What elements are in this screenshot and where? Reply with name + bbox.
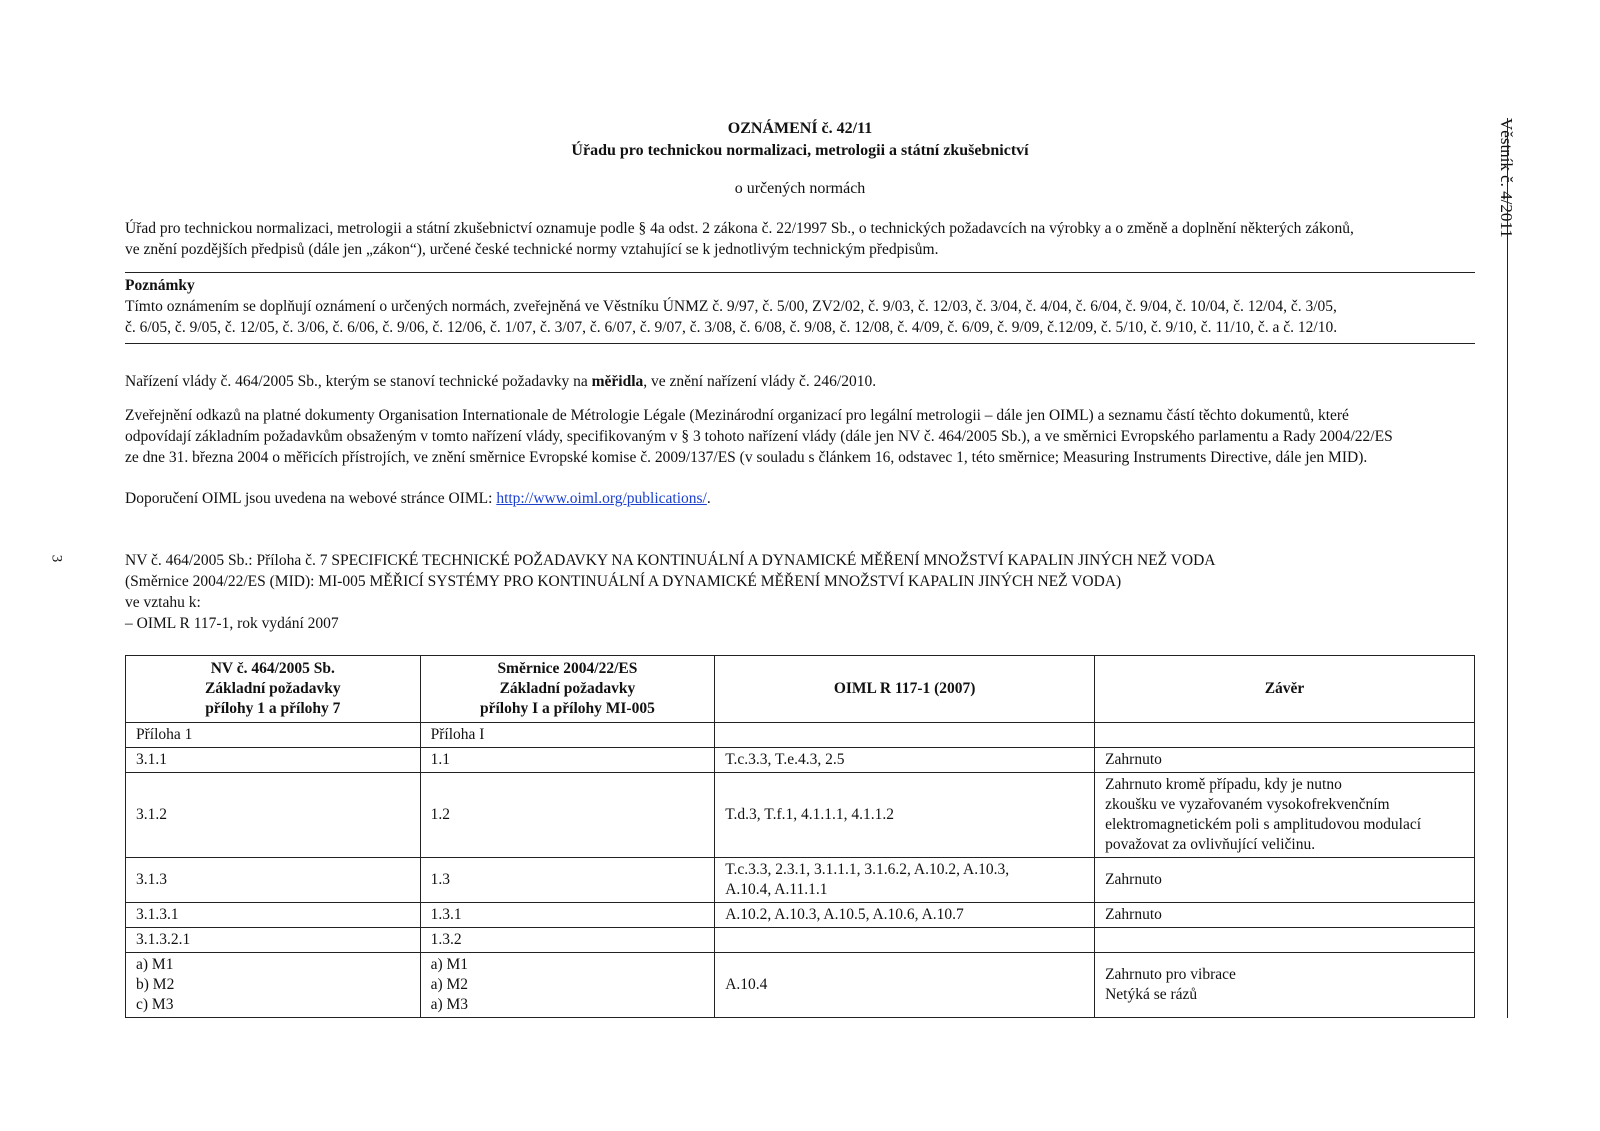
table-cell bbox=[420, 858, 715, 903]
column-header bbox=[126, 656, 421, 723]
table-cell bbox=[715, 723, 1095, 748]
cell-line: A.10.2, A.10.3, A.10.5, A.10.6, A.10.7 bbox=[725, 906, 964, 923]
annex-line: ve vztahu k: bbox=[125, 594, 201, 611]
cell-line: 3.1.3.2.1 bbox=[136, 931, 191, 948]
regulation-text: Nařízení vlády č. 464/2005 Sb., kterým se stanoví technické požadavky na bbox=[125, 373, 592, 390]
column-header-line: Základní požadavky bbox=[499, 680, 636, 697]
cell-line: b) M2 bbox=[136, 976, 175, 993]
recommendation-text: Doporučení OIML jsou uvedena na webové stránce OIML: bbox=[125, 490, 497, 507]
table-row bbox=[126, 748, 1475, 773]
table-row bbox=[126, 903, 1475, 928]
notice-subtitle: o určených normách bbox=[734, 180, 866, 197]
column-header-line: přílohy I a přílohy MI-005 bbox=[480, 700, 655, 717]
table-cell bbox=[126, 928, 421, 953]
cell-line bbox=[1105, 930, 1464, 950]
divider bbox=[125, 272, 1475, 273]
cell-line: T.c.3.3, T.e.4.3, 2.5 bbox=[725, 751, 845, 768]
side-rule bbox=[1507, 118, 1508, 1018]
intro-line: ve znění pozdějších předpisů (dále jen „zákon“), určené české technické normy vztahující se k jednotlivým technickým předpisům. bbox=[125, 241, 939, 258]
cell-line: 1.3.1 bbox=[430, 906, 462, 923]
cell-line bbox=[725, 930, 1084, 950]
cell-line: 3.1.3.1 bbox=[136, 906, 179, 923]
cell-line: a) M1 bbox=[136, 956, 174, 973]
cell-line: Zahrnuto bbox=[1105, 871, 1162, 888]
table-cell bbox=[715, 773, 1095, 858]
notice-title: OZNÁMENÍ č. 42/11 bbox=[727, 120, 873, 137]
cell-line bbox=[725, 725, 1084, 745]
intro-line: Úřad pro technickou normalizaci, metrologii a státní zkušebnictví oznamuje podle § 4a odst. 2 zákona č. 22/1997 Sb., o technických požadavcích na výrobky a o změně a doplnění některých zákonů, bbox=[125, 220, 1354, 237]
cell-line: zkoušku ve vyzařovaném vysokofrekvenčním bbox=[1105, 796, 1390, 813]
table-cell bbox=[420, 723, 715, 748]
cell-line: 3.1.3 bbox=[136, 871, 167, 888]
table-cell bbox=[126, 748, 421, 773]
table-cell bbox=[715, 903, 1095, 928]
cell-line: a) M1 bbox=[430, 956, 469, 973]
cell-line: A.10.4 bbox=[725, 976, 768, 993]
oiml-publications-link[interactable]: http://www.oiml.org/publications/ bbox=[496, 490, 707, 507]
cell-line: 1.1 bbox=[430, 751, 450, 768]
cell-line: a) M2 bbox=[430, 976, 469, 993]
header-row bbox=[126, 656, 1475, 723]
regulation-subject: měřidla bbox=[591, 373, 644, 390]
cell-line: Příloha I bbox=[430, 726, 485, 743]
cell-line: Zahrnuto bbox=[1105, 751, 1162, 768]
table-row bbox=[126, 858, 1475, 903]
cell-line: A.10.4, A.11.1.1 bbox=[725, 881, 828, 898]
cell-line: a) M3 bbox=[430, 996, 469, 1013]
table-body bbox=[126, 723, 1475, 1018]
table-cell bbox=[1095, 903, 1475, 928]
divider bbox=[125, 343, 1475, 344]
table-cell bbox=[126, 723, 421, 748]
cell-line: T.d.3, T.f.1, 4.1.1.1, 4.1.1.2 bbox=[725, 806, 894, 823]
regulation-line bbox=[125, 371, 1475, 392]
cell-line: c) M3 bbox=[136, 996, 174, 1013]
column-header-line: přílohy 1 a přílohy 7 bbox=[205, 700, 341, 717]
table-row bbox=[126, 773, 1475, 858]
table-cell bbox=[126, 858, 421, 903]
cell-line: elektromagnetickém poli s amplitudovou modulací bbox=[1105, 816, 1422, 833]
column-header-line: NV č. 464/2005 Sb. bbox=[210, 660, 335, 677]
journal-text: Věstník č. 4/2011 bbox=[1497, 118, 1516, 238]
cell-line: T.c.3.3, 2.3.1, 3.1.1.1, 3.1.6.2, A.10.2, A.10.3, bbox=[725, 861, 1010, 878]
oiml-line: odpovídají základním požadavkům obsaženým v tomto nařízení vlády, specifikovaným v § 3 tohoto nařízení vlády (dále jen NV č. 464/2005 Sb.), a ve směrnici Evropského parlamentu a Rady 2004/22/ES bbox=[125, 428, 1393, 445]
table-cell bbox=[420, 903, 715, 928]
oiml-paragraph bbox=[125, 405, 1475, 468]
table-cell bbox=[1095, 928, 1475, 953]
cell-line: 3.1.1 bbox=[136, 751, 167, 768]
page-number: 3 bbox=[48, 554, 65, 563]
table-cell bbox=[420, 773, 715, 858]
table-cell bbox=[715, 858, 1095, 903]
recommendation-line bbox=[125, 488, 1475, 509]
annex-line: (Směrnice 2004/22/ES (MID): MI-005 MĚŘICÍ SYSTÉMY PRO KONTINUÁLNÍ A DYNAMICKÉ MĚŘENÍ MNOŽSTVÍ KAPALIN JINÝCH NEŽ VODA) bbox=[125, 573, 1122, 590]
table-row bbox=[126, 723, 1475, 748]
table-cell bbox=[715, 748, 1095, 773]
table-cell bbox=[126, 903, 421, 928]
notice-issuer: Úřadu pro technickou normalizaci, metrologii a státní zkušebnictví bbox=[571, 142, 1029, 159]
cell-line: Zahrnuto kromě případu, kdy je nutno bbox=[1105, 776, 1342, 793]
cell-line: Příloha 1 bbox=[136, 726, 193, 743]
table-cell bbox=[126, 953, 421, 1018]
cell-line: Netýká se rázů bbox=[1105, 986, 1198, 1003]
recommendation-end: . bbox=[706, 490, 711, 507]
annex-line: – OIML R 117-1, rok vydání 2007 bbox=[125, 615, 339, 632]
table-row bbox=[126, 953, 1475, 1018]
column-header bbox=[1095, 656, 1475, 723]
table-cell bbox=[715, 953, 1095, 1018]
cell-line: 1.2 bbox=[430, 806, 450, 823]
cell-line: považovat za ovlivňující veličinu. bbox=[1105, 836, 1316, 853]
notes-heading: Poznámky bbox=[125, 277, 195, 294]
table-cell bbox=[420, 748, 715, 773]
column-header-line: Závěr bbox=[1264, 680, 1305, 697]
notes-line: č. 6/05, č. 9/05, č. 12/05, č. 3/06, č. 6/06, č. 9/06, č. 12/06, č. 1/07, č. 3/07, č. 6/07, č. 9/07, č. 3/08, č. 6/08, č. 9/08, č. 12/08, č. 4/09, č. 6/09, č. 9/09, č.12/09, č. 5/10, č. 9/10, č. 11/10, č. a č. 12/10. bbox=[125, 319, 1338, 336]
intro-paragraph bbox=[125, 218, 1475, 260]
table-row bbox=[126, 928, 1475, 953]
requirements-table bbox=[125, 655, 1475, 1018]
annex-block bbox=[125, 550, 1475, 634]
cell-line: Zahrnuto bbox=[1105, 906, 1162, 923]
table-header bbox=[126, 656, 1475, 723]
table-cell bbox=[1095, 773, 1475, 858]
column-header-line: OIML R 117-1 (2007) bbox=[833, 680, 976, 697]
table-cell bbox=[1095, 748, 1475, 773]
table-cell bbox=[420, 953, 715, 1018]
table-cell bbox=[420, 928, 715, 953]
column-header bbox=[420, 656, 715, 723]
cell-line: 3.1.2 bbox=[136, 806, 167, 823]
oiml-line: Zveřejnění odkazů na platné dokumenty Organisation Internationale de Métrologie Légale (Mezinárodní organizací pro legální metrologii – dále jen OIML) a seznamu částí těchto dokumentů, které bbox=[125, 407, 1349, 424]
column-header-line: Základní požadavky bbox=[204, 680, 341, 697]
annex-line: NV č. 464/2005 Sb.: Příloha č. 7 SPECIFICKÉ TECHNICKÉ POŽADAVKY NA KONTINUÁLNÍ A DYNAMICKÉ MĚŘENÍ MNOŽSTVÍ KAPALIN JINÝCH NEŽ VODA bbox=[125, 552, 1216, 569]
regulation-text-end: , ve znění nařízení vlády č. 246/2010. bbox=[643, 373, 877, 390]
cell-line: 1.3 bbox=[430, 871, 450, 888]
notice-title-block bbox=[125, 118, 1475, 162]
column-header bbox=[715, 656, 1095, 723]
cell-line: Zahrnuto pro vibrace bbox=[1105, 966, 1236, 983]
journal-label bbox=[1480, 118, 1540, 238]
table-cell bbox=[1095, 953, 1475, 1018]
oiml-line: ze dne 31. března 2004 o měřicích přístrojích, ve znění směrnice Evropské komise č. 2009/137/ES (v souladu s článkem 16, odstavec 1, této směrnice; Measuring Instruments Directive, dále jen MID). bbox=[125, 449, 1368, 466]
table-cell bbox=[126, 773, 421, 858]
table-cell bbox=[1095, 723, 1475, 748]
table-cell bbox=[1095, 858, 1475, 903]
cell-line: 1.3.2 bbox=[430, 931, 462, 948]
notes-line: Tímto oznámením se doplňují oznámení o určených normách, zveřejněná ve Věstníku ÚNMZ č. 9/97, č. 5/00, ZV2/02, č. 9/03, č. 12/03, č. 3/04, č. 4/04, č. 6/04, č. 9/04, č. 10/04, č. 12/04, č. 3/05, bbox=[125, 298, 1337, 315]
column-header-line: Směrnice 2004/22/ES bbox=[497, 660, 638, 677]
notes-section bbox=[125, 275, 1475, 338]
cell-line bbox=[1105, 725, 1464, 745]
table-cell bbox=[715, 928, 1095, 953]
